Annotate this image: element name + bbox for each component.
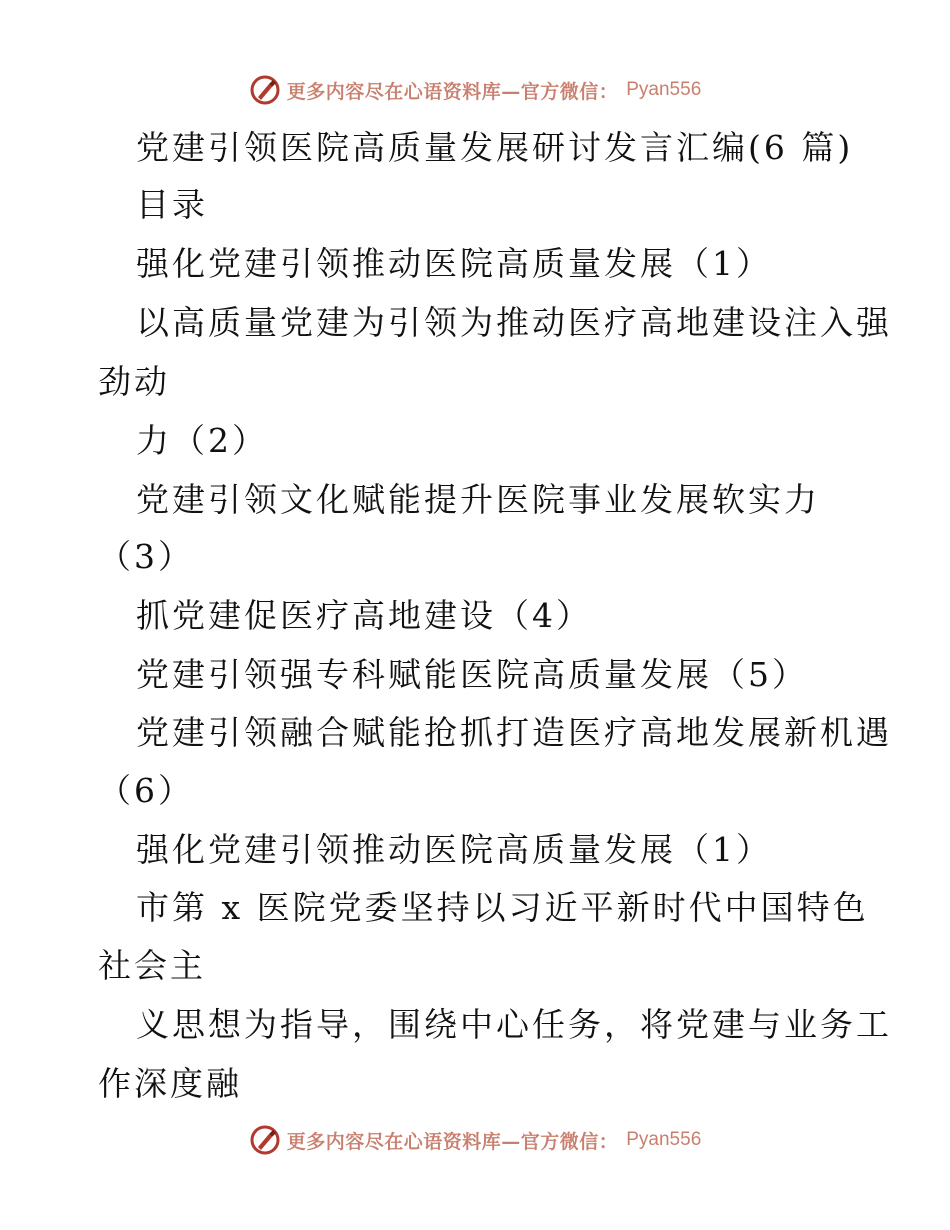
body-line-2: 社会主 — [98, 946, 206, 985]
section-heading-1: 强化党建引领推动医院高质量发展（1） — [136, 830, 772, 869]
watermark-text: 更多内容尽在心语资料库—官方微信： — [286, 1130, 619, 1153]
watermark-wechat-id: Pyan556 — [626, 79, 702, 100]
toc-item-1: 强化党建引领推动医院高质量发展（1） — [136, 244, 772, 283]
watermark-wechat-id: Pyan556 — [626, 1129, 702, 1150]
watermark-text: 更多内容尽在心语资料库—官方微信： — [286, 80, 619, 103]
toc-item-2-part-3: 力（2） — [136, 421, 268, 460]
pen-logo-icon — [249, 1124, 281, 1156]
body-line-3: 义思想为指导，围绕中心任务，将党建与业务工 — [136, 1005, 892, 1044]
toc-item-6-part-2: （6） — [98, 771, 194, 810]
toc-item-5: 党建引领强专科赋能医院高质量发展（5） — [136, 655, 808, 694]
body-line-1: 市第 x 医院党委坚持以习近平新时代中国特色 — [136, 888, 869, 927]
toc-item-3-part-1: 党建引领文化赋能提升医院事业发展软实力 — [136, 480, 820, 519]
toc-item-3-part-2: （3） — [98, 537, 194, 576]
toc-item-2-part-2: 劲动 — [98, 362, 170, 401]
toc-item-6-part-1: 党建引领融合赋能抢抓打造医疗高地发展新机遇 — [136, 713, 892, 752]
watermark-footer — [0, 1122, 950, 1158]
toc-heading: 目录 — [136, 185, 208, 224]
body-line-4: 作深度融 — [98, 1064, 242, 1103]
toc-item-2-part-1: 以高质量党建为引领为推动医疗高地建设注入强 — [136, 303, 892, 342]
toc-item-4: 抓党建促医疗高地建设（4） — [136, 596, 592, 635]
document-title: 党建引领医院高质量发展研讨发言汇编(6 篇) — [136, 128, 854, 167]
